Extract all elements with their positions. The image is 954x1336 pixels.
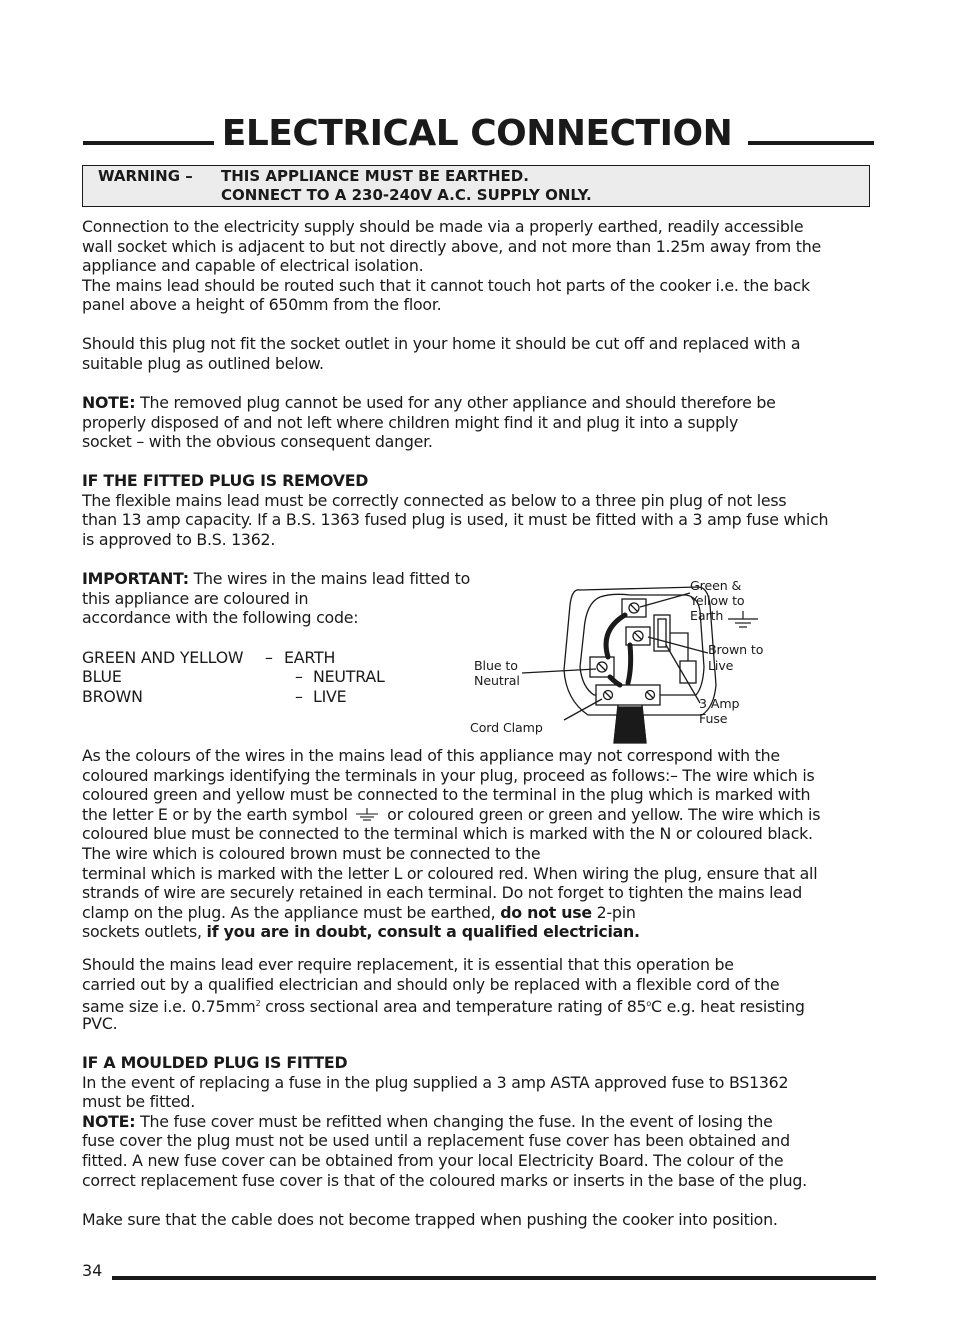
fitted-plug-line: is approved to B.S. 1362. <box>82 529 276 549</box>
replacement-line: cross sectional area and temperature rating of 85 <box>260 997 647 1017</box>
moulded-line: The fuse cover must be refitted when changing the fuse. In the event of losing the <box>135 1111 773 1131</box>
neutral-label: Neutral <box>474 673 520 688</box>
colour-code-dash: – <box>265 648 273 667</box>
colours-line: the letter E or by the earth symbol <box>82 804 353 824</box>
replacement-line: Should the mains lead ever require replacement, it is essential that this operation be <box>82 955 734 974</box>
colours-line: 2-pin <box>591 902 636 922</box>
colour-code-dash: – <box>295 687 303 706</box>
important-label: IMPORTANT: <box>82 569 189 588</box>
fuse-label: Fuse <box>699 711 728 726</box>
colours-line: strands of wire are securely retained in each terminal. Do not forget to tighten the mains lead <box>82 883 802 903</box>
moulded-line: fitted. A new fuse cover can be obtained from your local Electricity Board. The colour of the <box>82 1150 784 1170</box>
warning-line-2: CONNECT TO A 230-240V A.C. SUPPLY ONLY. <box>221 186 592 204</box>
plug-fit-line: Should this plug not fit the socket outlet in your home it should be cut off and replaced with a <box>82 334 801 353</box>
earth-symbol-icon <box>352 808 382 822</box>
intro-line: wall socket which is adjacent to but not directly above, and not more than 1.25m away from the <box>82 236 821 256</box>
fuse <box>654 615 670 651</box>
note-line: properly disposed of and not left where children might find it and plug it into a supply <box>82 412 739 432</box>
colours-line: As the colours of the wires in the mains lead of this appliance may not correspond with the <box>82 746 780 765</box>
colours-line: terminal which is marked with the letter L or coloured red. When wiring the plug, ensure that all <box>82 863 818 883</box>
intro-line: The mains lead should be routed such that it cannot touch hot parts of the cooker i.e. the back <box>82 275 810 295</box>
note-label: NOTE: <box>82 1111 136 1131</box>
fitted-plug-line: The flexible mains lead must be correctly connected as below to a three pin plug of not less <box>82 490 787 510</box>
plug-fit-line: suitable plug as outlined below. <box>82 353 324 373</box>
page-title: ELECTRICAL CONNECTION <box>221 113 733 154</box>
degree-superscript: o <box>646 999 652 1009</box>
neutral-label: Blue to <box>474 658 518 673</box>
section-heading: IF THE FITTED PLUG IS REMOVED <box>82 471 369 490</box>
colour-code-colour: GREEN AND YELLOW <box>82 648 244 667</box>
replacement-paragraph <box>82 955 882 1033</box>
earth-label: Earth <box>690 608 724 623</box>
important-line: accordance with the following code: <box>82 608 359 628</box>
earth-wire <box>606 615 625 657</box>
colours-line: coloured blue must be connected to the terminal which is marked with the N or coloured black. <box>82 824 813 844</box>
cord-clamp-label: Cord Clamp <box>470 720 543 735</box>
important-paragraph <box>82 569 502 628</box>
note-line: socket – with the obvious consequent danger. <box>82 432 433 452</box>
earth-label: Green & <box>690 578 742 593</box>
neutral-wire <box>610 677 620 685</box>
intro-line: panel above a height of 650mm from the floor. <box>82 295 442 315</box>
colour-code-terminal: NEUTRAL <box>313 667 385 686</box>
note-label: NOTE: <box>82 393 136 412</box>
neutral-leader <box>522 669 596 673</box>
live-label: Live <box>708 658 734 673</box>
replacement-line: C e.g. heat resisting <box>651 997 805 1017</box>
replacement-line: PVC. <box>82 1013 118 1033</box>
moulded-line: correct replacement fuse cover is that of the coloured marks or inserts in the base of the plug. <box>82 1170 807 1190</box>
moulded-line: fuse cover the plug must not be used until a replacement fuse cover has been obtained and <box>82 1131 790 1151</box>
squared-superscript: 2 <box>255 999 261 1009</box>
colour-code-colour: BROWN <box>82 687 143 706</box>
warning-label: WARNING – <box>98 167 193 185</box>
live-label: Brown to <box>708 642 764 657</box>
page-number: 34 <box>82 1261 103 1280</box>
fitted-plug-line: than 13 amp capacity. If a B.S. 1363 fused plug is used, it must be fitted with a 3 amp fuse which <box>82 510 829 530</box>
moulded-line: must be fitted. <box>82 1092 195 1112</box>
replacement-line: carried out by a qualified electrician and should only be replaced with a flexible cord of the <box>82 974 780 994</box>
important-text: The wires in the mains lead fitted to <box>188 569 471 588</box>
moulded-plug-section <box>82 1053 882 1190</box>
earth-symbol-icon <box>728 611 758 627</box>
clamp-leader <box>564 699 602 720</box>
replacement-line: same size i.e. 0.75mm <box>82 997 256 1017</box>
colour-code-terminal: EARTH <box>284 648 336 667</box>
colours-line: or coloured green or green and yellow. The wire which is <box>382 804 821 824</box>
important-line: this appliance are coloured in <box>82 588 309 608</box>
colours-line: coloured green and yellow must be connected to the terminal in the plug which is marked with <box>82 785 811 805</box>
colours-line: clamp on the plug. As the appliance must be earthed, <box>82 902 501 922</box>
intro-line: Connection to the electricity supply should be made via a properly earthed, readily accessible <box>82 217 804 236</box>
warning-line-1: THIS APPLIANCE MUST BE EARTHED. <box>221 167 529 185</box>
warning-box <box>82 165 870 207</box>
colours-line: sockets outlets, <box>82 922 207 942</box>
colour-code-dash: – <box>295 667 303 686</box>
moulded-line: In the event of replacing a fuse in the plug supplied a 3 amp ASTA approved fuse to BS1362 <box>82 1072 789 1092</box>
final-paragraph <box>82 1210 882 1230</box>
intro-line: appliance and capable of electrical isolation. <box>82 256 424 276</box>
colours-line: The wire which is coloured brown must be connected to the <box>82 843 541 863</box>
plug-fit-paragraph <box>82 334 882 373</box>
footer-rule <box>112 1276 876 1280</box>
colours-paragraph <box>82 746 882 942</box>
colour-code-terminal: LIVE <box>313 687 347 706</box>
fitted-plug-section <box>82 471 882 549</box>
live-wire <box>628 645 631 683</box>
final-line: Make sure that the cable does not become trapped when pushing the cooker into position. <box>82 1210 778 1229</box>
consult-electrician-emphasis: if you are in doubt, consult a qualified electrician. <box>206 922 640 942</box>
do-not-use-emphasis: do not use <box>500 902 592 922</box>
colour-code-colour: BLUE <box>82 667 122 686</box>
fuse-label: 3 Amp <box>699 696 740 711</box>
note-text: The removed plug cannot be used for any other appliance and should therefore be <box>135 393 776 412</box>
section-heading: IF A MOULDED PLUG IS FITTED <box>82 1053 348 1072</box>
colours-line: coloured markings identifying the terminals in your plug, proceed as follows:– The wire which is <box>82 765 815 785</box>
note-removed-plug <box>82 393 882 452</box>
intro-paragraph <box>82 217 882 315</box>
earth-label: Yellow to <box>690 593 745 608</box>
